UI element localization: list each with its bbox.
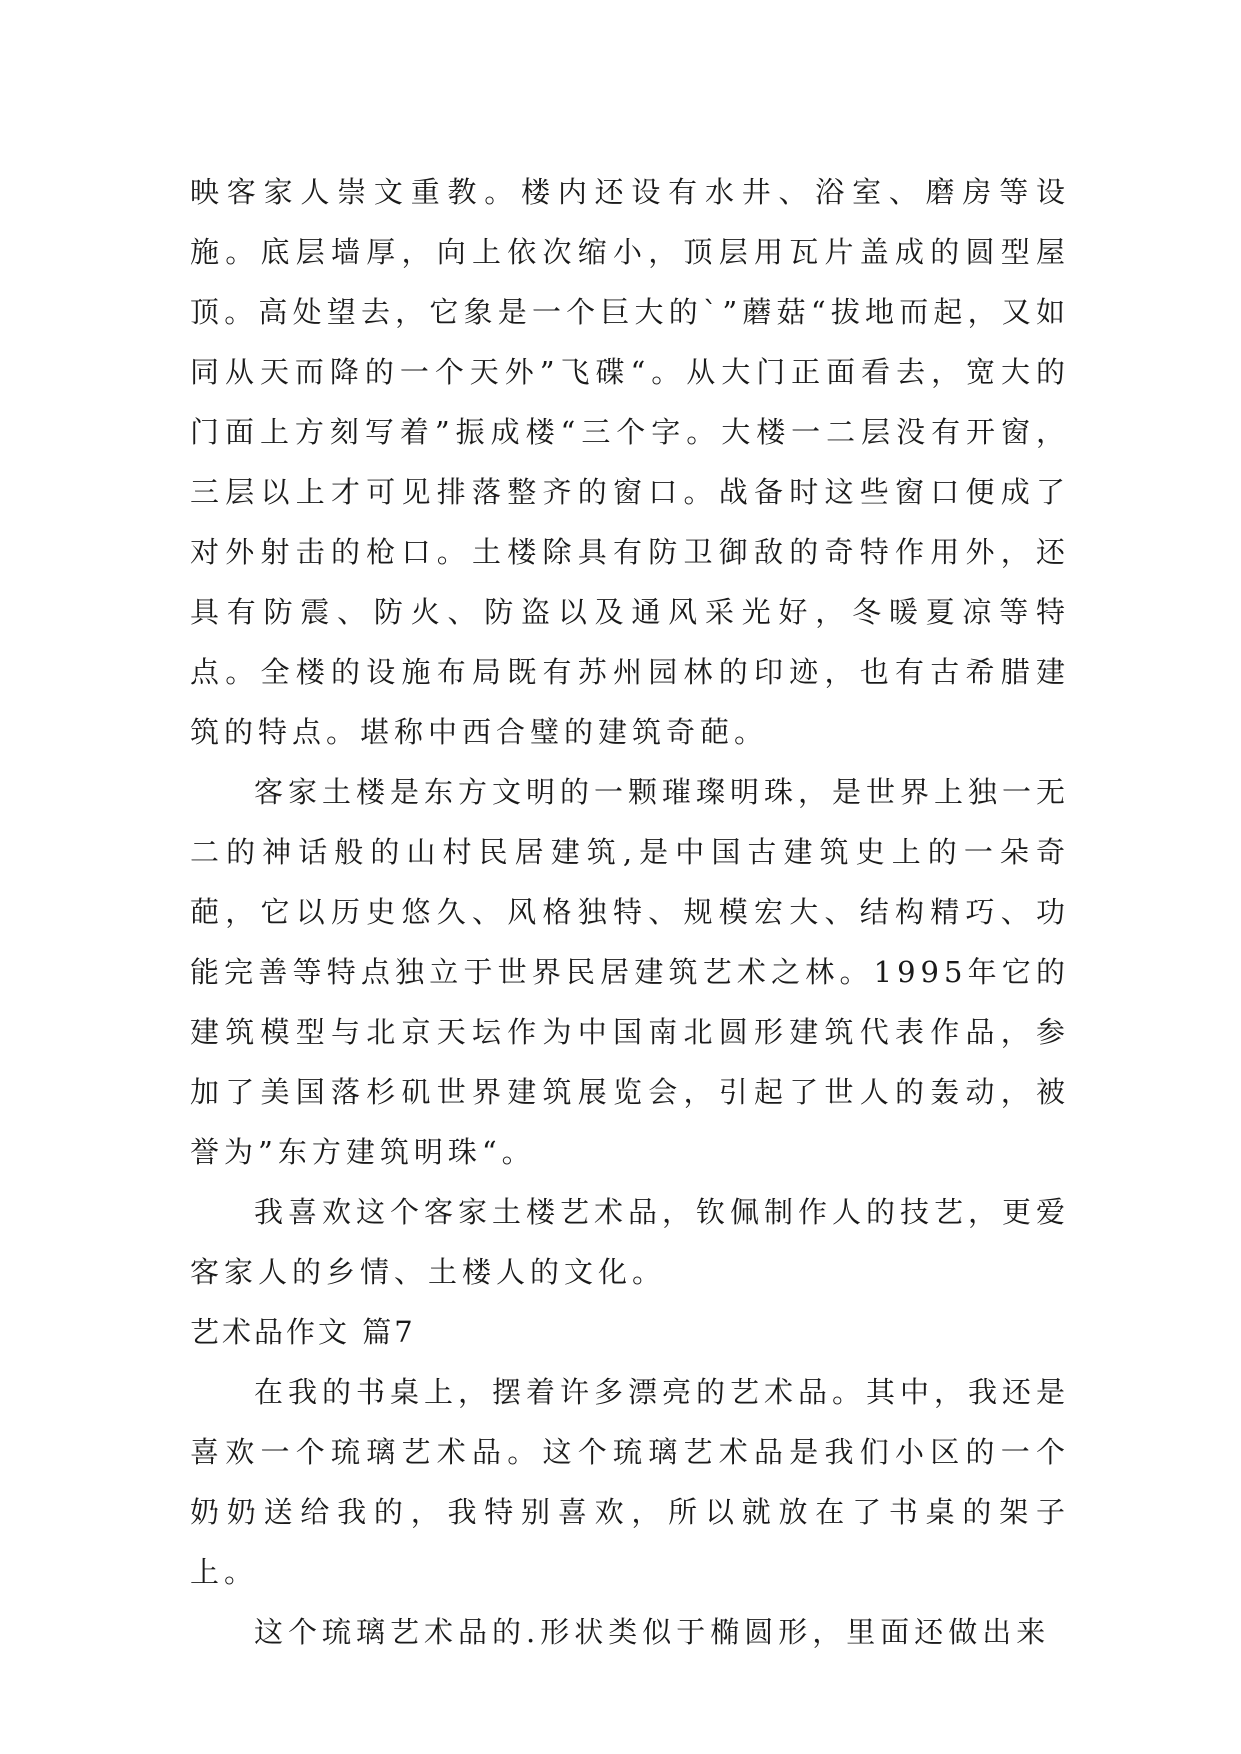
paragraph-glass-desk: 在我的书桌上，摆着许多漂亮的艺术品。其中，我还是喜欢一个琉璃艺术品。这个琉璃艺术品是我们小区的一个奶奶送给我的，我特别喜欢，所以就放在了书桌的架子上。: [190, 1375, 1071, 1589]
paragraph-tulou-like: 我喜欢这个客家土楼艺术品，钦佩制作人的技艺，更爱客家人的乡情、土楼人的文化。: [190, 1195, 1071, 1289]
paragraph-glass-shape: 这个琉璃艺术品的.形状类似于椭圆形，里面还做出来: [254, 1615, 1051, 1649]
paragraph-tulou-pearl: 客家土楼是东方文明的一颗璀璨明珠，是世界上独一无二的神话般的山村民居建筑,是中国古建筑史上的一朵奇葩，它以历史悠久、风格独特、规模宏大、结构精巧、功能完善等特点独立于世界民居建筑艺术之林。1995年它的建筑模型与北京天坛作为中国南北圆形建筑代表作品，参加了美国落杉矶世界建筑展览会，引起了世人的轰动，被誉为”东方建筑明珠“。: [190, 775, 1071, 1169]
section-heading: 艺术品作文 篇7: [190, 1315, 416, 1349]
paragraph-tulou-description: 映客家人崇文重教。楼内还设有水井、浴室、磨房等设施。底层墙厚，向上依次缩小，顶层用瓦片盖成的圆型屋顶。高处望去，它象是一个巨大的`”蘑菇“拔地而起，又如同从天而降的一个天外”飞碟“。从大门正面看去，宽大的门面上方刻写着”振成楼“三个字。大楼一二层没有开窗，三层以上才可见排落整齐的窗口。战备时这些窗口便成了对外射击的枪口。土楼除具有防卫御敌的奇特作用外，还具有防震、防火、防盗以及通风采光好，冬暖夏凉等特点。全楼的设施布局既有苏州园林的印迹，也有古希腊建筑的特点。堪称中西合璧的建筑奇葩。: [190, 175, 1070, 749]
document-body: [190, 162, 1070, 1662]
